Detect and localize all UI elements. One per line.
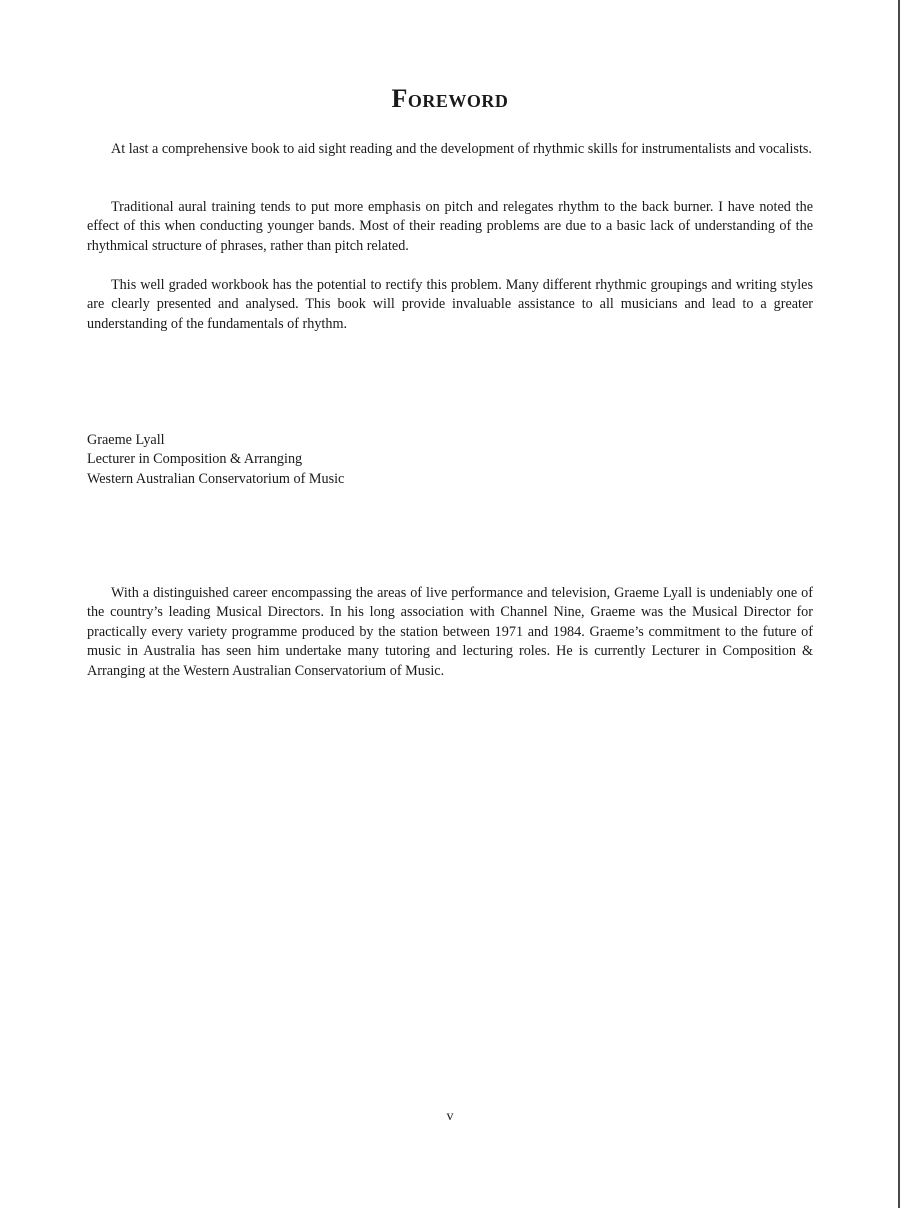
foreword-paragraph-3: This well graded workbook has the potential to rectify this problem. Many different rhythmic groupings and writing styles are clearly presented and analysed. This book will provide invaluable assistance to all musicians and lead to a greater understanding of the fundamentals of rhythm. — [87, 277, 813, 332]
signature-role: Lecturer in Composition & Arranging — [87, 451, 303, 468]
foreword-paragraph-2: Traditional aural training tends to put more emphasis on pitch and relegates rhythm to the back burner. I have noted the effect of this when conducting younger bands. Most of their reading problems are due to a basic lack of understanding of the rhythmical structure of phrases, rather than pitch related. — [87, 199, 813, 254]
signature-name: Graeme Lyall — [87, 432, 165, 448]
page-title: Foreword — [391, 84, 509, 113]
signature-block — [87, 431, 344, 489]
page-number: v — [446, 1109, 454, 1124]
signature-institution: Western Australian Conservatorium of Music — [87, 470, 345, 487]
author-bio-paragraph: With a distinguished career encompassing the areas of live performance and television, Graeme Lyall is undeniably one of the country’s leading Musical Directors. In his long association with Channel Nine, Graeme was the Musical Director for practically every variety programme produced by the station between 1971 and 1984. Graeme’s commitment to the future of music in Australia has seen him undertake many tutoring and lecturing roles. He is currently Lecturer in Composition & Arranging at the Western Australian Conservatorium of Music. — [87, 585, 813, 679]
foreword-paragraph-1: At last a comprehensive book to aid sight reading and the development of rhythmic skills for instrumentalists and vocalists. — [111, 141, 812, 157]
